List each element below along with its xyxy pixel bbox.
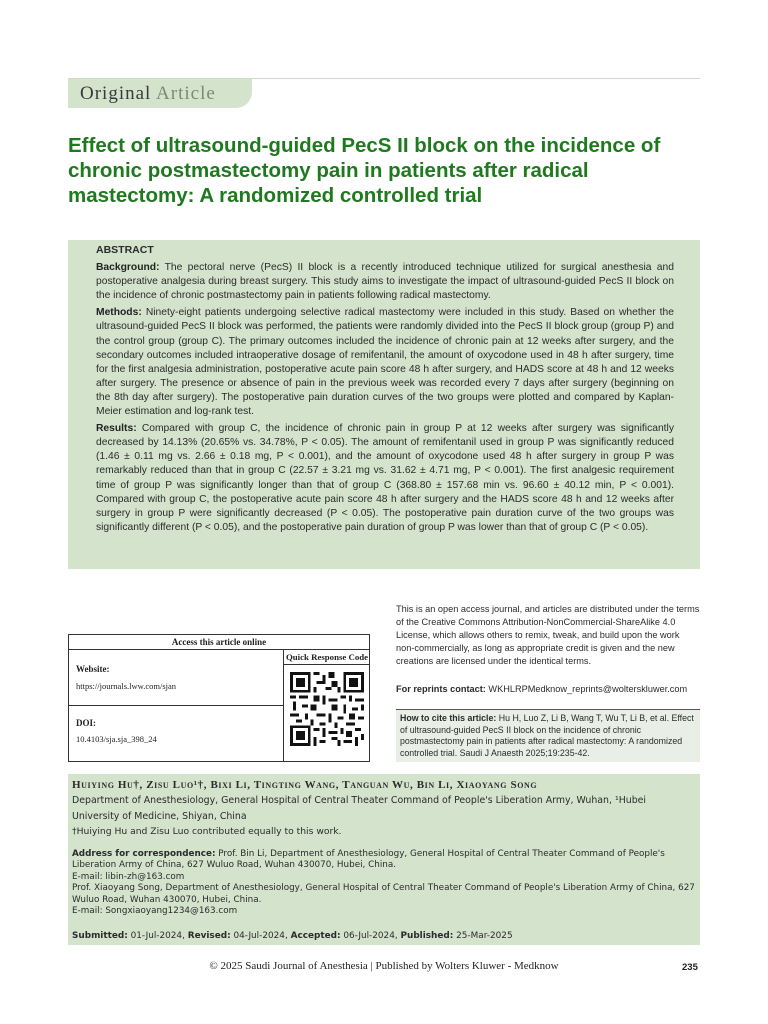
- license-text: This is an open access journal, and articles are distributed under the terms of the Creative Commons Attribution-NonCommercial-ShareAlike 4.0 License, which allows others to remix, tweak, and build upon the work non-commercially, as long as appropriate credit is given and the new creations are licensed under the identical terms.: [396, 604, 700, 667]
- cite-text: Hu H, Luo Z, Li B, Wang T, Wu T, Li B, et al. Effect of ultrasound-guided PecS II block on the incidence of chronic postmastectomy pain in patients after radical mastectomy: A randomized controlled trial. Saudi J Anaesth 2025;19:235-42.: [400, 713, 694, 758]
- article-type-main: Original: [80, 83, 152, 104]
- qr-section: [284, 650, 370, 761]
- published-label: Published:: [400, 931, 454, 941]
- abstract-methods: [96, 306, 674, 419]
- page-footer: © 2025 Saudi Journal of Anesthesia | Published by Wolters Kluwer - Medknow: [209, 960, 559, 972]
- revised-date: 04-Jul-2024,: [233, 931, 288, 941]
- correspondence-address-1: Prof. Bin Li, Department of Anesthesiology, General Hospital of Central Theater Command of People's Liberation Army of China, 627 Wuluo Road, Wuhan 430070, Hubei, China.: [72, 849, 665, 871]
- authors-panel: [68, 774, 700, 945]
- background-text: The pectoral nerve (PecS) II block is a recently introduced technique utilized for surgical anesthesia and postoperative analgesia during breast surgery. This study aims to investigate the impact of ultrasound-guided PecS II block on the incidence of chronic postmastectomy pain in patients following radical mastectomy.: [96, 262, 674, 302]
- results-text: Compared with group C, the incidence of chronic pain in group P at 12 weeks after surgery was significantly decreased by 14.13% (20.65% vs. 34.78%, P < 0.05). The amount of remifentanil used in group P was significantly reduced (1.46 ± 0.11 mg vs. 2.66 ± 0.18 mg, P < 0.001), and the amount of oxycodone used 48 h after surgery in group P was remarkably reduced than that in group C (22.57 ± 3.21 mg vs. 31.62 ± 4.71 mg, P < 0.001). The first analgesic requirement time of group P was significantly longer than that of group C (368.80 ± 157.68 min vs. 96.60 ± 40.12 min, P < 0.001). Compared with group C, the postoperative acute pain score 48 h after surgery and the HADS score 48 h and 12 weeks after surgery in group P were significantly decreased (P < 0.05). The postoperative pain duration curve of the two groups was significantly different (P < 0.05), and the postoperative pain duration of group P was lower than that of group C (P < 0.05).: [96, 423, 674, 533]
- page-number: 235: [682, 962, 698, 973]
- correspondence-address-2: Prof. Xiaoyang Song, Department of Anesthesiology, General Hospital of Central Theater Command of People's Liberation Army of China, 627 Wuluo Road, Wuhan 430070, Hubei, China.: [72, 883, 695, 905]
- correspondence-address: [72, 849, 696, 917]
- abstract-heading: ABSTRACT: [96, 244, 154, 256]
- abstract-panel: [68, 240, 700, 569]
- results-label: Results:: [96, 423, 137, 435]
- reprints-contact: [396, 684, 700, 694]
- background-label: Background:: [96, 262, 160, 274]
- reprints-label: For reprints contact:: [396, 684, 486, 694]
- correspondence-email-2[interactable]: E-mail: Songxiaoyang1234@163.com: [72, 906, 238, 917]
- methods-text: Ninety-eight patients undergoing selective radical mastectomy were included in this study. Based on whether the ultrasound-guided PecS II block was performed, the patients were randomly divided into the PecS II block group (group P) and the control group (group C). The primary outcomes included the incidence of chronic pain at 12 weeks after surgery, and the secondary outcomes included intraoperative dosage of remifentanil, the amount of oxycodone used in 48 h after surgery, time for the first analgesia administration, postoperative acute pain score 48 h after surgery, and HADS score at 48 h and 12 weeks after surgery. The presence or absence of pain in the previous week was recorded every 7 days after surgery (beginning on the 8th day after surgery). The postoperative pain duration curves of the two groups were plotted and compared by Kaplan-Meier estimation and log-rank test.: [96, 307, 674, 418]
- author-affiliation: Department of Anesthesiology, General Hospital of Central Theater Command of People's Liberation Army, Wuhan, ¹Hubei University of Medicine, Shiyan, China: [72, 795, 647, 822]
- article-type-light: Article: [156, 83, 216, 104]
- access-online-box: [68, 634, 370, 762]
- abstract-background: [96, 261, 674, 303]
- article-type-tag: [68, 79, 252, 108]
- cite-label: How to cite this article:: [400, 713, 497, 723]
- methods-label: Methods:: [96, 307, 142, 319]
- revised-label: Revised:: [187, 931, 231, 941]
- author-names: Huiying Hu†, Zisu Luo¹†, Bixi Li, Tingting Wang, Tanguan Wu, Bin Li, Xiaoyang Song: [72, 779, 538, 791]
- author-contribution-note: †Huiying Hu and Zisu Luo contributed equally to this work.: [72, 826, 342, 837]
- access-header: Access this article online: [69, 635, 369, 650]
- qr-code-icon[interactable]: [290, 672, 364, 746]
- access-divider: [69, 705, 284, 706]
- correspondence-label: Address for correspondence:: [72, 849, 216, 859]
- accepted-label: Accepted:: [290, 931, 341, 941]
- cite-box: [396, 709, 700, 762]
- abstract-results: [96, 422, 674, 535]
- submitted-date: 01-Jul-2024,: [130, 931, 185, 941]
- submitted-label: Submitted:: [72, 931, 128, 941]
- published-date: 25-Mar-2025: [456, 931, 513, 941]
- publication-dates: [72, 929, 513, 944]
- doi-label: DOI:: [76, 718, 96, 728]
- accepted-date: 06-Jul-2024,: [343, 931, 398, 941]
- website-label: Website:: [76, 664, 110, 674]
- article-title: Effect of ultrasound-guided PecS II block on the incidence of chronic postmastectomy pain in patients after radical mastectomy: A randomized controlled trial: [68, 134, 661, 207]
- correspondence-email-1[interactable]: E-mail: libin-zh@163.com: [72, 871, 185, 882]
- access-info: [69, 650, 284, 761]
- qr-header: Quick Response Code: [284, 650, 370, 665]
- website-link[interactable]: https://journals.lww.com/sjan: [76, 681, 177, 691]
- reprints-email[interactable]: WKHLRPMedknow_reprints@wolterskluwer.com: [488, 684, 688, 694]
- doi-link[interactable]: 10.4103/sja.sja_398_24: [76, 734, 157, 744]
